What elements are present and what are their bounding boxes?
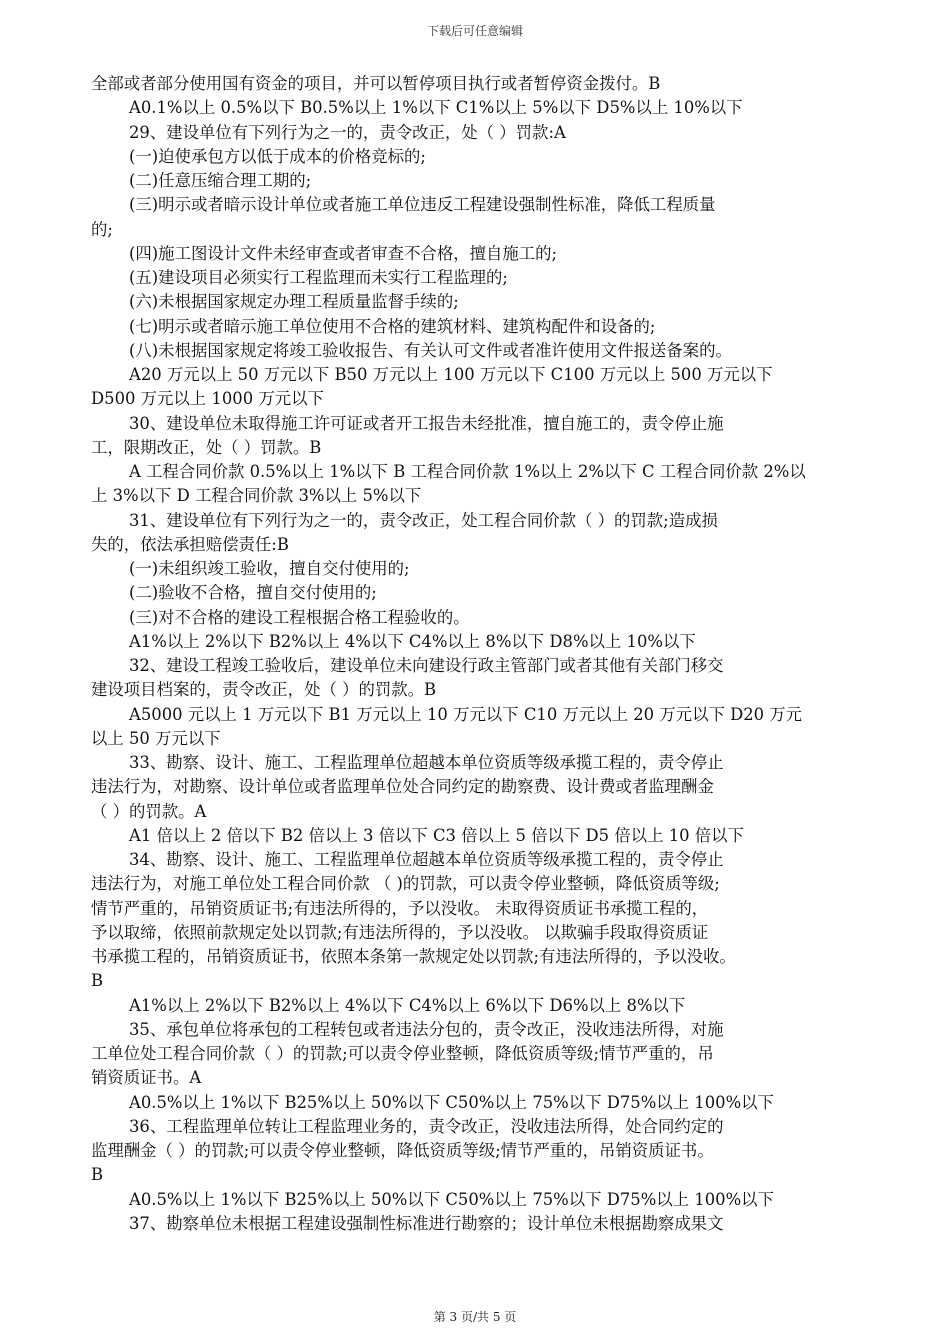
text-line: (七)明示或者暗示施工单位使用不合格的建筑材料、建筑构配件和设备的; [129,316,656,336]
text-line: D500 万元以上 1000 万元以下 [91,389,324,409]
text-line: 37、勘察单位未根据工程建设强制性标准进行勘察的；设计单位未根据勘察成果文 [129,1213,724,1233]
text-line: 失的，依法承担赔偿责任:B [91,534,289,554]
text-line: 工单位处工程合同价款（ ）的罚款;可以责令停业整顿，降低资质等级;情节严重的，吊 [91,1044,714,1063]
text-line: (八)未根据国家规定将竣工验收报告、有关认可文件或者准许使用文件报送备案的。 [129,340,732,360]
text-line: 的; [91,219,113,239]
text-line: 32、建设工程竣工验收后，建设单位未向建设行政主管部门或者其他有关部门移交 [129,656,724,675]
text-line: 全部或者部分使用国有资金的项目，并可以暂停项目执行或者暂停资金拨付。B [91,74,661,93]
text-line: 以上 50 万元以下 [91,728,221,748]
text-line: 工，限期改正，处（ ）罚款。B [91,437,322,457]
text-line: (四)施工图设计文件未经审查或者审查不合格，擅自施工的; [129,243,558,263]
text-line: 30、建设单位未取得施工许可证或者开工报告未经批准，擅自施工的，责令停止施 [129,413,724,433]
text-line: A1%以上 2%以下 B2%以上 4%以下 C4%以上 8%以下 D8%以上 10%以下 [129,631,696,651]
text-line: A1 倍以上 2 倍以下 B2 倍以上 3 倍以下 C3 倍以上 5 倍以下 D5 倍以上 10 倍以下 [129,825,744,845]
text-line: 监理酬金（ ）的罚款;可以责令停业整顿，降低资质等级;情节严重的，吊销资质证书。 [91,1141,714,1160]
text-line: A 工程合同价款 0.5%以上 1%以下 B 工程合同价款 1%以上 2%以下 C 工程合同价款 2%以 [129,462,806,481]
text-line: 34、勘察、设计、施工、工程监理单位超越本单位资质等级承揽工程的，责令停止 [129,850,724,869]
page-header: 下载后可任意编辑 [426,24,523,38]
text-line: A5000 元以上 1 万元以下 B1 万元以上 10 万元以下 C10 万元以上 20 万元以下 D20 万元 [129,704,803,724]
text-line: (二)任意压缩合理工期的; [129,171,312,190]
text-line: (二)验收不合格，擅自交付使用的; [129,583,377,603]
text-line: 31、建设单位有下列行为之一的，责令改正，处工程合同价款（ ）的罚款;造成损 [129,510,718,530]
text-line: 违法行为，对勘察、设计单位或者监理单位处合同约定的勘察费、设计费或者监理酬金 [91,777,714,797]
text-line: (三)对不合格的建设工程根据合格工程验收的。 [129,607,470,627]
text-line: B [91,971,104,991]
text-line: 35、承包单位将承包的工程转包或者违法分包的，责令改正，没收违法所得，对施 [129,1019,724,1039]
page-footer: 第 3 页/共 5 页 [433,1310,517,1324]
text-line: 上 3%以下 D 工程合同价款 3%以上 5%以下 [91,486,422,506]
document-body [91,72,861,1236]
text-line: A1%以上 2%以下 B2%以上 4%以下 C4%以上 6%以下 D6%以上 8%以下 [129,995,686,1015]
text-line: 违法行为，对施工单位处工程合同价款 （ )的罚款，可以责令停业整顿，降低资质等级; [91,874,720,894]
text-line: B [91,1165,104,1185]
text-line: (一)未组织竣工验收，擅自交付使用的; [129,559,410,578]
text-line: 予以取缔，依照前款规定处以罚款;有违法所得的，予以没收。 以欺骗手段取得资质证 [91,922,709,942]
text-line: 36、工程监理单位转让工程监理业务的，责令改正，没收违法所得，处合同约定的 [129,1116,724,1136]
text-line: 33、勘察、设计、施工、工程监理单位超越本单位资质等级承揽工程的，责令停止 [129,753,724,772]
text-line: 建设项目档案的，责令改正，处（ ）的罚款。B [91,680,437,700]
text-line: (五)建设项目必须实行工程监理而未实行工程监理的; [129,268,508,287]
text-line: (三)明示或者暗示设计单位或者施工单位违反工程建设强制性标准，降低工程质量 [129,195,716,215]
text-line: A20 万元以上 50 万元以下 B50 万元以上 100 万元以下 C100 万元以上 500 万元以下 [129,365,773,384]
text-line: 销资质证书。A [91,1068,202,1088]
text-line: A0.1%以上 0.5%以下 B0.5%以上 1%以下 C1%以上 5%以下 D5%以上 10%以下 [129,98,743,118]
text-line: (一)迫使承包方以低于成本的价格竞标的; [129,146,426,166]
text-line: A0.5%以上 1%以下 B25%以上 50%以下 C50%以上 75%以下 D75%以上 100%以下 [129,1092,774,1112]
text-line: 情节严重的，吊销资质证书;有违法所得的，予以没收。 未取得资质证书承揽工程的， [91,898,709,918]
text-line: A0.5%以上 1%以下 B25%以上 50%以下 C50%以上 75%以下 D75%以上 100%以下 [129,1189,774,1209]
text-line: 书承揽工程的，吊销资质证书，依照本条第一款规定处以罚款;有违法所得的，予以没收。 [91,947,736,966]
text-line: （ ）的罚款。A [91,801,207,821]
text-line: 29、建设单位有下列行为之一的，责令改正，处（ ）罚款:A [129,122,566,142]
text-line: (六)未根据国家规定办理工程质量监督手续的; [129,292,459,312]
